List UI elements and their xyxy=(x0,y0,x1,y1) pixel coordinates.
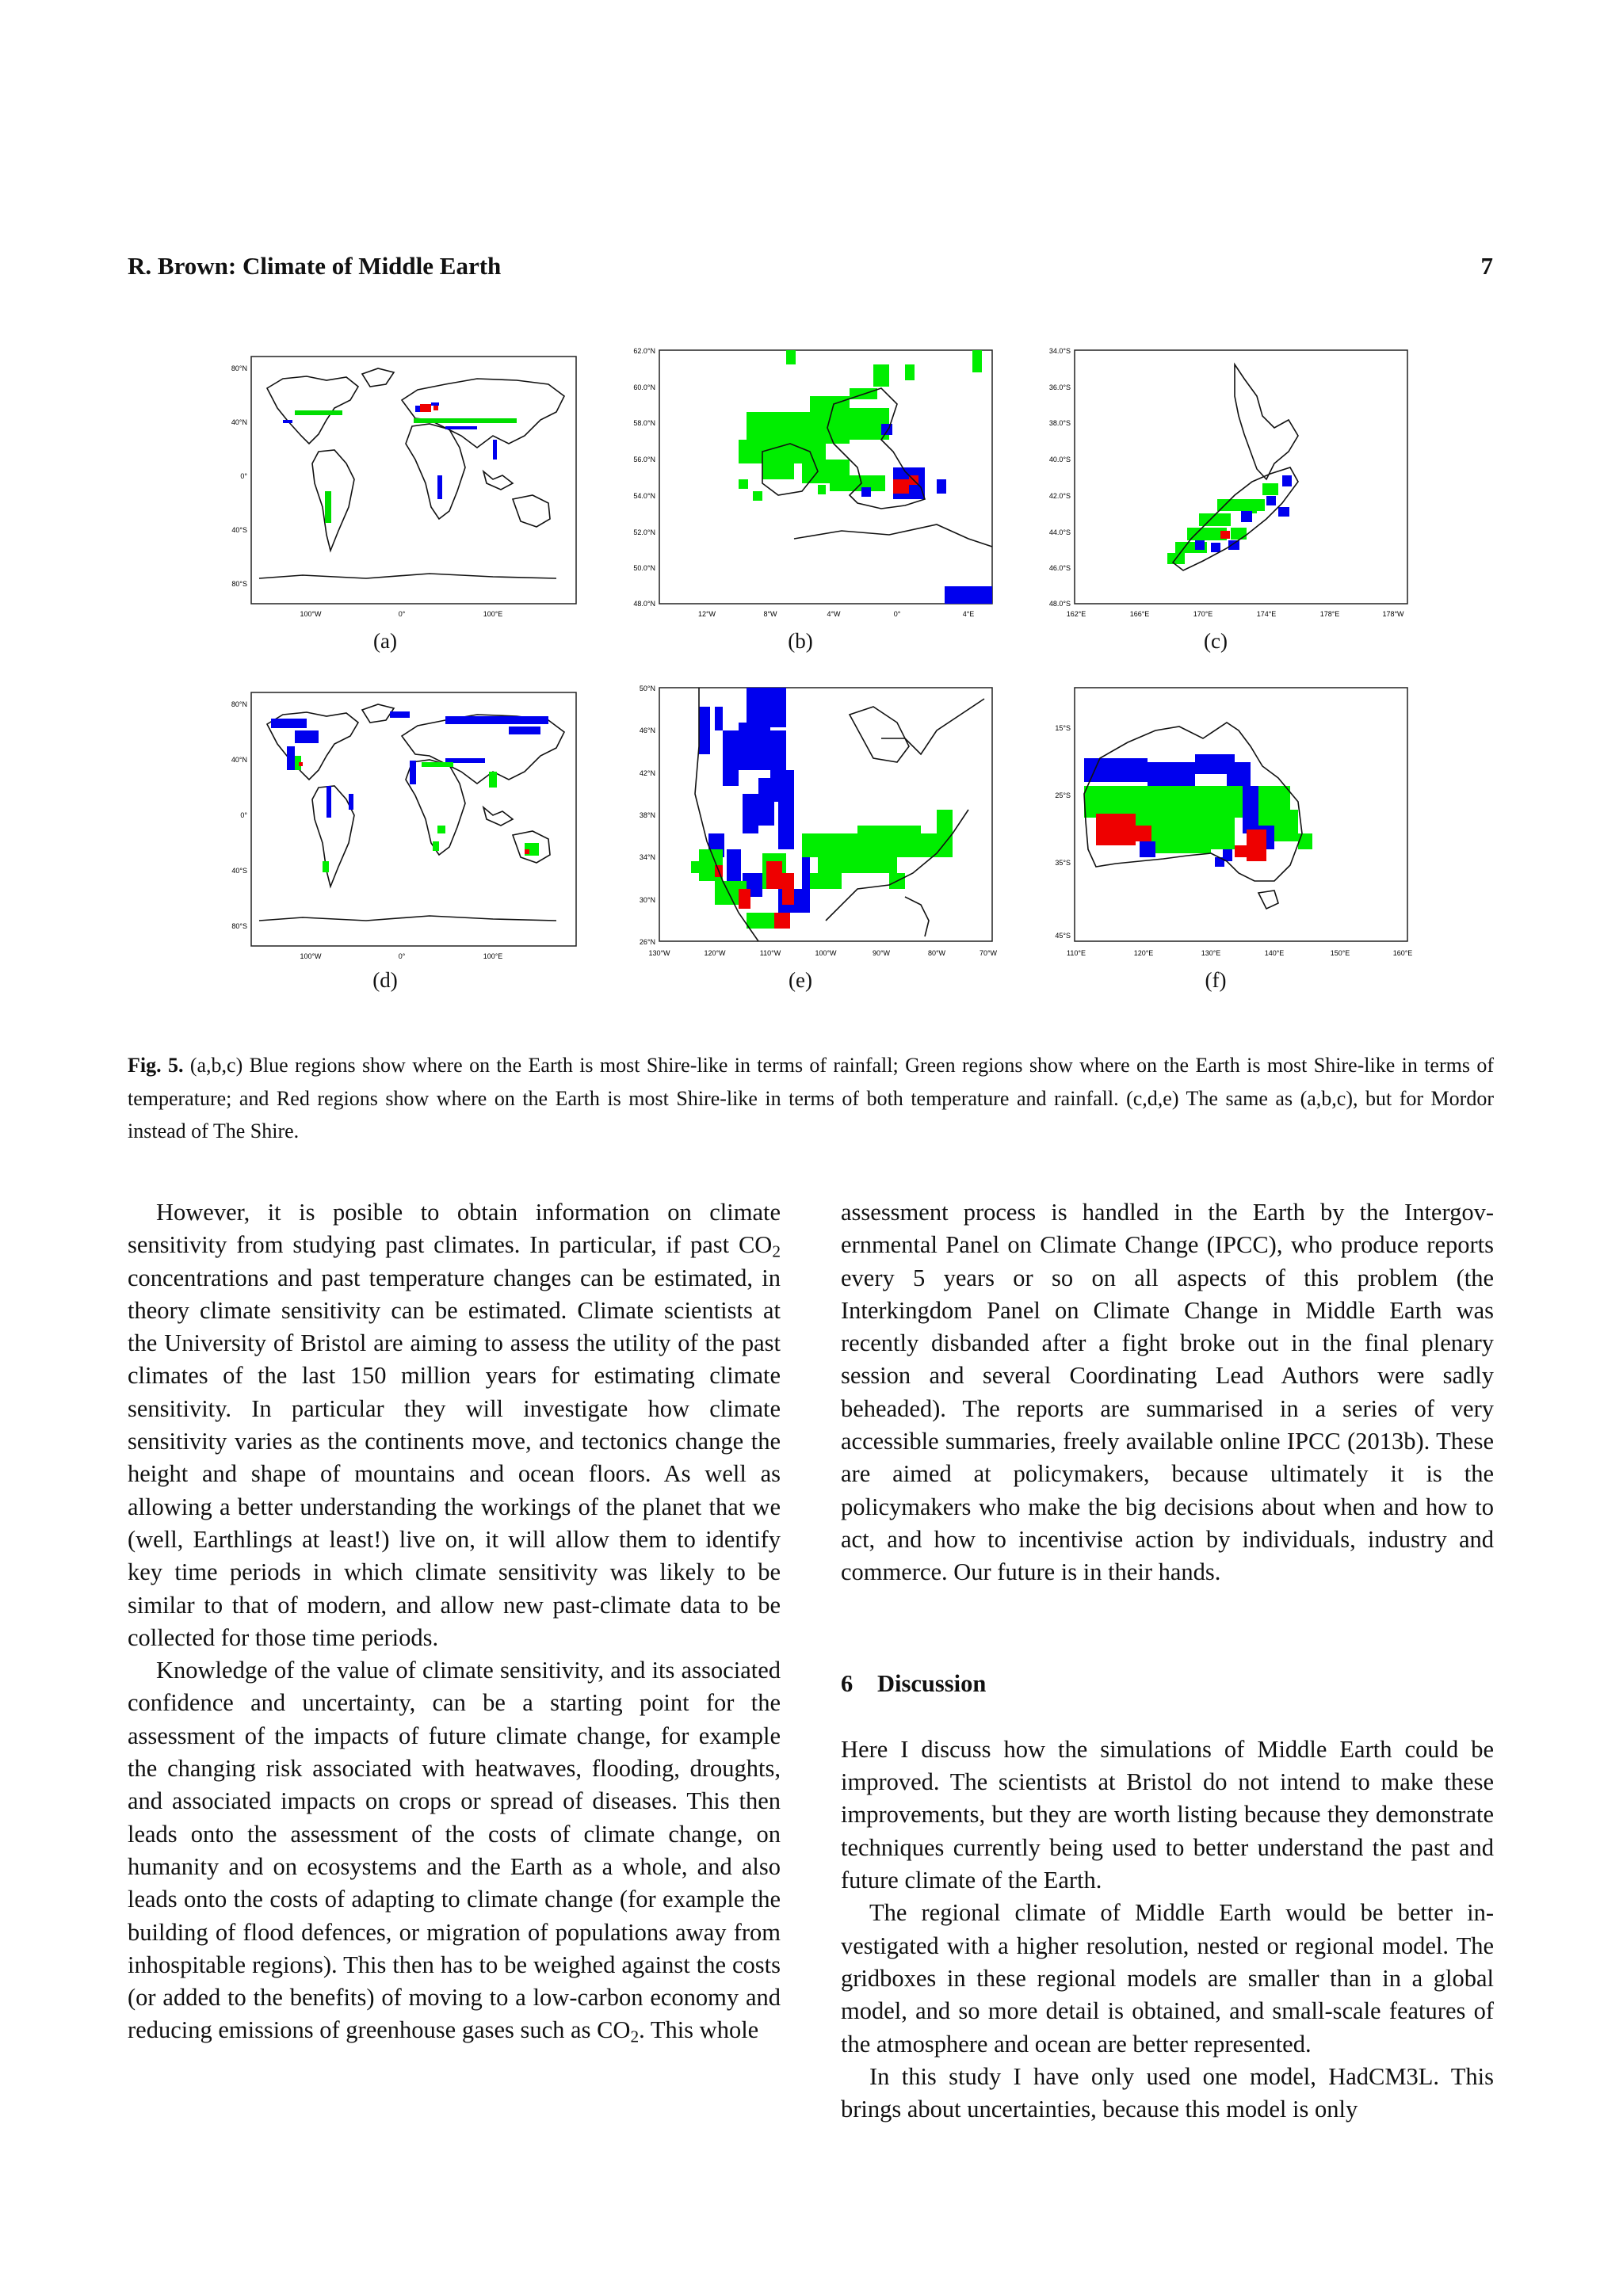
lat-tick-label: 38.0°S xyxy=(1048,419,1071,427)
lat-tick-label: 40°N xyxy=(231,756,247,764)
lat-tick-label: 36.0°S xyxy=(1048,383,1071,391)
paragraph-text: concentrations and past temperature changes can be estimated, in theory climate sensitivity can be estimated. Climate scientists at the University of Bristol are aiming to assess the utility of the past climates of the last 150 million years for estimating climate sensitivity. In particular they will investigate how climate sensitivity varies as the continents move, and tectonics change the height and shape of mountains and ocean floors. As well as allowing a better understanding the workings of the planet that we (well, Earthlings at least!) live on, it will allow them to identify key time periods in which climate sensitivity was likely to be similar to that of modern, and allow new past-climate data to be collected for those time periods. xyxy=(128,1264,781,1651)
paragraph: Here I discuss how the simulations of Middle Earth could be improved. The scientists at Bristol do not intend to make these improvements, but they are worth listing because they demonstrate techniques currently being used to better understand the past and future climate of the Earth. xyxy=(841,1735,1494,1894)
lat-tick-label: 80°N xyxy=(231,700,247,708)
lon-tick-label: 12°W xyxy=(697,610,716,618)
lat-tick-label: 80°S xyxy=(231,922,247,930)
paragraph: In this study I have only used one model, HadCM3L. This brings about uncertainties, because this model is only xyxy=(841,2062,1494,2123)
lat-tick-label: 54.0°N xyxy=(633,492,655,500)
lat-tick-label: 15°S xyxy=(1055,724,1071,732)
lon-tick-label: 120°E xyxy=(1133,949,1154,957)
lat-tick-label: 44.0°S xyxy=(1048,528,1071,536)
figure-panel-e xyxy=(620,683,1000,968)
lat-tick-label: 34.0°S xyxy=(1048,347,1071,355)
lon-tick-label: 0° xyxy=(893,610,901,618)
lon-tick-label: 178°E xyxy=(1319,610,1340,618)
map-new-zealand-shire xyxy=(1037,341,1417,626)
figure-panel-b xyxy=(620,341,1000,626)
lat-tick-label: 35°S xyxy=(1055,859,1071,867)
lon-tick-label: 100°E xyxy=(483,610,503,618)
lon-tick-label: 100°W xyxy=(815,949,837,957)
lon-tick-label: 130°E xyxy=(1201,949,1221,957)
lon-tick-label: 178°W xyxy=(1382,610,1404,618)
panel-label-f: (f) xyxy=(1205,968,1227,992)
caption-label: Fig. 5. xyxy=(128,1054,184,1077)
lat-tick-label: 46°N xyxy=(639,727,655,734)
map-australia-mordor xyxy=(1037,683,1417,968)
lat-tick-label: 40°S xyxy=(231,526,247,534)
paragraph-text: However, it is posible to obtain information on climate sensitivity from studying past climates. In particular, if past CO xyxy=(128,1199,781,1259)
subscript: 2 xyxy=(772,1241,781,1261)
lon-tick-label: 70°W xyxy=(979,949,998,957)
lat-tick-label: 42.0°S xyxy=(1048,492,1071,500)
lon-tick-label: 4°E xyxy=(962,610,975,618)
paragraph xyxy=(128,1654,781,2047)
lat-tick-label: 60.0°N xyxy=(633,383,655,391)
paragraph xyxy=(128,1196,781,1654)
lon-tick-label: 100°W xyxy=(300,952,322,960)
lat-tick-label: 30°N xyxy=(639,896,655,904)
caption-text: (a,b,c) Blue regions show where on the Earth is most Shire-like in terms of rainfall; Green regions show where on the Earth is most Shire-like in terms of temperature; and Red regions show where on the Earth is most Shire-like in terms of both temperature and rainfall. (c,d,e) The same as (a,b,c), but for Mordor instead of The Shire. xyxy=(128,1054,1494,1143)
panel-label-c: (c) xyxy=(1204,629,1228,653)
lon-tick-label: 150°E xyxy=(1330,949,1350,957)
section-heading xyxy=(841,1668,1494,1700)
lat-tick-label: 50°N xyxy=(639,685,655,692)
lon-tick-label: 110°E xyxy=(1067,949,1086,957)
paragraph: The regional climate of Middle Earth would be better investigated with a higher resolution, nested or regional model. The gridboxes in these regional models are smaller than in a global model, and so more detail is obtained, and small-scale features of the atmosphere and ocean are better represented. xyxy=(841,1899,1494,2058)
section-number: 6 xyxy=(841,1669,854,1697)
figure-panel-d xyxy=(208,683,580,968)
lat-tick-label: 62.0°N xyxy=(633,347,655,355)
map-british-isles-shire xyxy=(620,341,1000,626)
lon-tick-label: 120°W xyxy=(704,949,726,957)
lat-tick-label: 40.0°S xyxy=(1048,456,1071,463)
lat-tick-label: 0° xyxy=(240,811,247,819)
lon-tick-label: 8°W xyxy=(763,610,777,618)
lat-tick-label: 34°N xyxy=(639,853,655,861)
map-world-shire xyxy=(208,341,580,626)
panel-label-b: (b) xyxy=(788,629,813,653)
lon-tick-label: 0° xyxy=(398,952,406,960)
panel-label-a: (a) xyxy=(373,629,397,653)
lon-tick-label: 110°W xyxy=(759,949,781,957)
lon-tick-label: 0° xyxy=(398,610,406,618)
lat-tick-label: 48.0°S xyxy=(1048,600,1071,608)
lon-tick-label: 130°W xyxy=(648,949,670,957)
figure-caption xyxy=(128,1049,1494,1148)
lat-tick-label: 40°N xyxy=(231,418,247,426)
body-column-left xyxy=(128,1196,781,2047)
lon-tick-label: 170°E xyxy=(1193,610,1213,618)
lat-tick-label: 50.0°N xyxy=(633,564,655,572)
section-title: Discussion xyxy=(877,1669,987,1697)
lon-tick-label: 4°W xyxy=(827,610,841,618)
lat-tick-label: 46.0°S xyxy=(1048,564,1071,572)
figure-panel-f xyxy=(1037,683,1417,968)
lat-tick-label: 25°S xyxy=(1055,791,1071,799)
lat-tick-label: 45°S xyxy=(1055,932,1071,940)
figure-panel-a xyxy=(208,341,580,626)
lat-tick-label: 38°N xyxy=(639,811,655,819)
lat-tick-label: 80°S xyxy=(231,580,247,588)
lat-tick-label: 26°N xyxy=(639,938,655,946)
figure-panel-c xyxy=(1037,341,1417,626)
body-column-right xyxy=(841,1196,1494,2126)
paragraph-text: . This whole xyxy=(639,2016,759,2044)
running-header-title: R. Brown: Climate of Middle Earth xyxy=(128,252,502,280)
panel-label-d: (d) xyxy=(372,968,398,992)
lat-tick-label: 42°N xyxy=(639,769,655,777)
lat-tick-label: 56.0°N xyxy=(633,456,655,463)
lat-tick-label: 0° xyxy=(240,472,247,480)
lat-tick-label: 80°N xyxy=(231,364,247,372)
lat-tick-label: 58.0°N xyxy=(633,419,655,427)
lat-tick-label: 48.0°N xyxy=(633,600,655,608)
map-north-america-mordor xyxy=(620,683,1000,968)
lon-tick-label: 80°W xyxy=(927,949,946,957)
lon-tick-label: 140°E xyxy=(1264,949,1285,957)
lon-tick-label: 90°W xyxy=(872,949,891,957)
lon-tick-label: 100°W xyxy=(300,610,322,618)
panel-label-e: (e) xyxy=(789,968,812,992)
lon-tick-label: 166°E xyxy=(1129,610,1150,618)
map-world-mordor xyxy=(208,683,580,968)
lon-tick-label: 162°E xyxy=(1066,610,1086,618)
lon-tick-label: 160°E xyxy=(1392,949,1413,957)
lat-tick-label: 52.0°N xyxy=(633,528,655,536)
lon-tick-label: 100°E xyxy=(483,952,503,960)
paragraph: assessment process is handled in the Earth by the Intergovernmental Panel on Climate Change (IPCC), who produce reports every 5 years or so on all aspects of this problem (the Interkingdom Panel on Climate Change in Middle Earth was recently disbanded after a fight broke out in the final plenary session and several Coordinating Lead Authors were sadly beheaded). The reports are summarised in a series of very accessible summaries, freely available online IPCC (2013b). These are aimed at policymakers, because ultimately it is the policymakers who make the big decisions about when and how to act, and how to incentivise action by individuals, industry and commerce. Our future is in their hands. xyxy=(841,1199,1494,1586)
page-number: 7 xyxy=(1480,252,1493,280)
lon-tick-label: 174°E xyxy=(1256,610,1277,618)
lat-tick-label: 40°S xyxy=(231,867,247,875)
paragraph-text: Knowledge of the value of climate sensitivity, and its associated confidence and uncertainty, can be a starting point for the assessment of the impacts of future climate change, for example the changing risk associated with heatwaves, flooding, droughts, and associated impacts on crops or spread of diseases. This then leads onto the assessment of the costs of climate change, on humanity and on ecosystems and the Earth as a whole, and also leads onto the costs of adapting to climate change (for example the building of flood defences, or migration of populations away from inhospitable regions). This then has to be weighed against the costs (or added to the benefits) of moving to a low-carbon economy and reducing emissions of greenhouse gases such as CO xyxy=(128,1657,781,2044)
subscript: 2 xyxy=(630,2027,640,2046)
